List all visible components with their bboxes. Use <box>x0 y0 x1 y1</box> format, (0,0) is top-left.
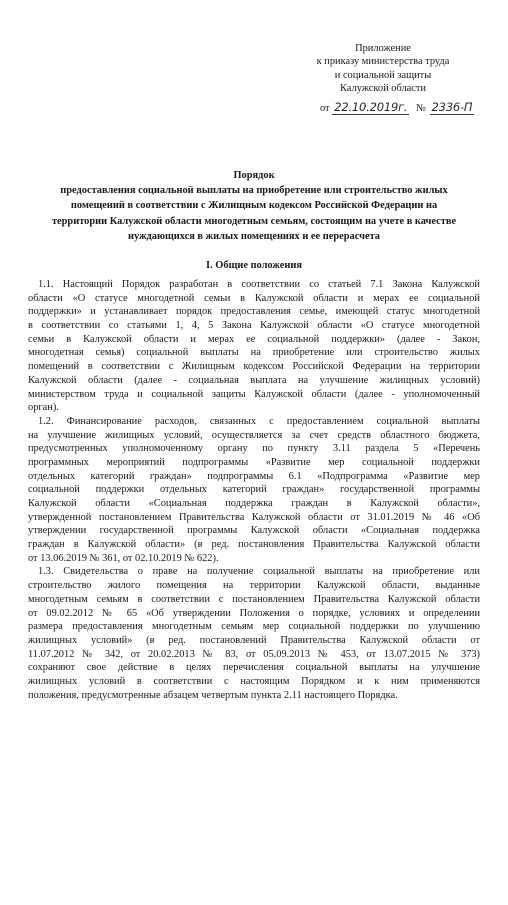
body-line: семьи в Калужской области и мерах ее социальной поддержки» (далее - Закон, <box>28 333 480 345</box>
body-line: программных мероприятий подпрограммы «Развитие мер социальной поддержки <box>28 456 480 468</box>
body-line: строительство жилого помещения на территории Калужской области, выданные <box>28 580 480 592</box>
title-line: помещений в соответствии с Жилищным кодексом Российской Федерации на <box>70 200 438 212</box>
body-line: 1.1. Настоящий Порядок разработан в соответствии со статьей 7.1 Закона Калужской <box>38 279 480 290</box>
title-line: территории Калужской области многодетным семьям, состоящим на учете в качестве <box>51 215 457 227</box>
body-line: области «О статусе многодетной семьи в Калужской области и мерах ее социальной <box>28 292 480 304</box>
body-line: министерством труда и социальной защиты Калужской области (далее - уполномоченный <box>28 388 480 400</box>
appendix-line: Калужской области <box>340 83 426 95</box>
body-line: жилищных условий в соответствии с настоящим Порядком и к ним применяются <box>28 675 480 687</box>
title-line: нуждающихся в жилых помещениях и ее перерасчета <box>127 230 381 242</box>
body-line: 1.3. Свидетельства о праве на получение социальной выплаты на приобретение или <box>38 566 480 578</box>
body-line: социальной поддержки отдельных категорий граждан» государственной программы <box>28 484 480 496</box>
body-line: орган). <box>28 402 59 414</box>
section-heading: I. Общие положения <box>206 260 302 271</box>
body-line: многодетным семьям в соответствии с постановлением Правительства Калужской области <box>28 593 480 605</box>
body-line: граждан в Калужской области» (в ред. постановления Правительства Калужской области <box>28 539 480 551</box>
handwritten-order-number: 2336-П <box>431 100 473 114</box>
body-line: предусмотренных уполномоченному органу по пункту 3.11 раздела 5 «Перечень <box>28 443 480 455</box>
order-from-label: от <box>320 103 330 114</box>
body-line: в соответствии со статьями 1, 4, 5 Закона Калужской области «О статусе многодетной <box>28 320 480 332</box>
handwritten-order-date: 22.10.2019г. <box>334 100 408 114</box>
body-line: утверждении государственной программы Калужской области «Социальная поддержка <box>28 525 480 537</box>
body-line: утвержденной постановлением Правительства Калужской области от 31.01.2019 № 46 «Об <box>28 511 480 523</box>
body-line: на улучшение жилищных условий, осуществляется за счет средств областного бюджета, <box>28 429 480 441</box>
body-line: от 13.06.2019 № 361, от 02.10.2019 № 622). <box>28 552 219 564</box>
body-text <box>28 278 480 702</box>
appendix-line: и социальной защиты <box>334 69 432 81</box>
body-line: жилищных условий» (в ред. постановлений Правительства Калужской области от <box>28 634 480 646</box>
body-line: 1.2. Финансирование расходов, связанных с предоставлением социальной выплаты <box>38 415 480 427</box>
body-line: поддержки» и устанавливает порядок предоставления семье, имеющей статус многодетной <box>28 306 480 318</box>
body-line: 11.07.2012 № 342, от 20.02.2013 № 83, от 05.09.2013 № 453, от 13.07.2015 № 373) <box>28 648 480 660</box>
title-line: предоставления социальной выплаты на приобретение или строительство жилых <box>60 185 448 197</box>
appendix-line: к приказу министерства труда <box>316 56 450 68</box>
document-title <box>28 168 480 244</box>
body-line: Калужской области «Социальная поддержка граждан в Калужской области», <box>28 498 480 509</box>
body-line: размера предоставления многодетным семьям мер социальной поддержки по улучшению <box>28 621 480 633</box>
body-line: сохраняют свое действие в целях перечисления социальной выплаты на улучшение <box>28 662 480 674</box>
body-line: помещений в соответствии с Жилищным кодексом Российской Федерации на территории <box>28 361 480 373</box>
body-line: многодетная семья) социальной выплаты на приобретение или строительство жилых <box>28 347 480 359</box>
order-number-sign: № <box>415 103 426 114</box>
body-line: отдельных категорий граждан» подпрограммы 6.1 «Подпрограмма «Развитие мер <box>28 470 480 482</box>
appendix-header <box>300 42 466 96</box>
title-line: Порядок <box>233 170 275 181</box>
appendix-line: Приложение <box>355 43 411 54</box>
body-line: положения, предусмотренные абзацем четвертым пункта 2.11 настоящего Порядка. <box>28 689 398 701</box>
order-reference <box>320 100 474 116</box>
body-line: Калужской области (далее - социальная выплата на улучшение жилищных условий) <box>28 374 480 386</box>
body-line: от 09.02.2012 № 65 «Об утверждении Положения о порядке, условиях и определении <box>28 607 480 619</box>
